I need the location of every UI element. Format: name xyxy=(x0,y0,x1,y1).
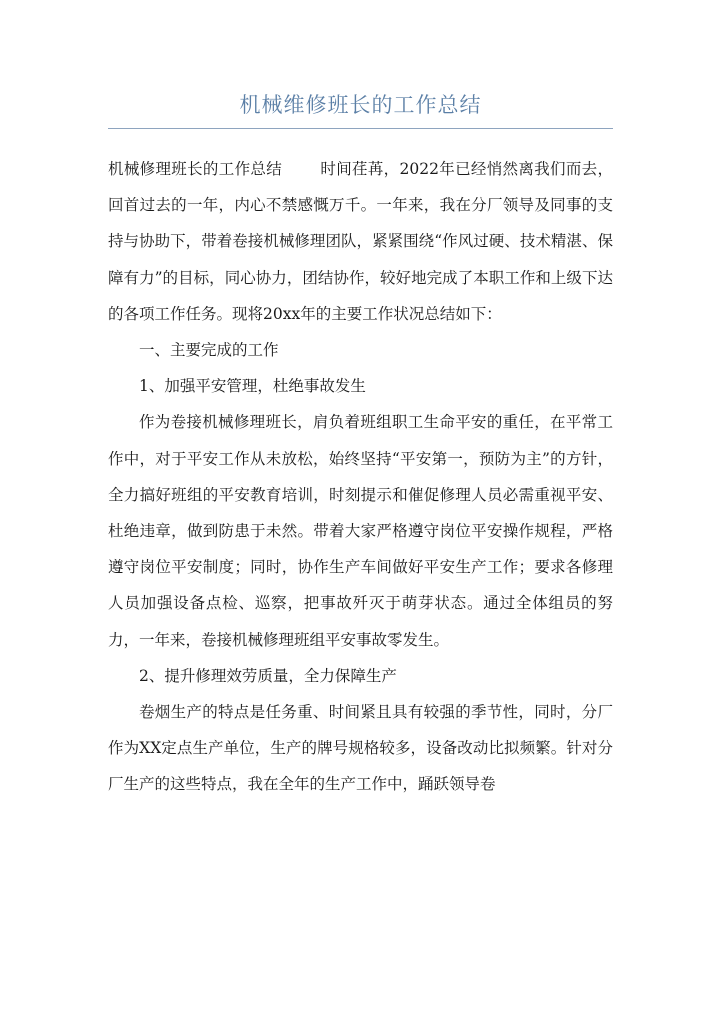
title-divider xyxy=(108,128,613,129)
safety-paragraph: 作为卷接机械修理班长，肩负着班组职工生命平安的重任，在平常工作中，对于平安工作从未放松，始终坚持“平安第一，预防为主”的方针，全力搞好班组的平安教育培训，时刻提示和催促修理人员必需重视平安、杜绝违章，做到防患于未然。带着大家严格遵守岗位平安操作规程，严格遵守岗位平安制度；同时，协作生产车间做好平安生产工作；要求各修理人员加强设备点检、巡察，把事故歼灭于萌芽状态。通过全体组员的努力，一年来，卷接机械修理班组平安事故零发生。 xyxy=(108,413,613,649)
subsection-heading-safety: 1、加强平安管理，杜绝事故发生 xyxy=(139,377,366,396)
subsection-heading-service: 2、提升修理效劳质量，全力保障生产 xyxy=(139,666,397,685)
document-body xyxy=(108,151,613,803)
document-title: 机械维修班长的工作总结 xyxy=(239,93,482,117)
intro-text: 时间荏苒，2022年已经悄然离我们而去，回首过去的一年，内心不禁感慨万千。一年来，我在分厂领导及同事的支持与协助下，带着卷接机械修理团队，紧紧围绕“作风过硬、技术精湛、保障有力”的目标，同心协力，团结协作，较好地完成了本职工作和上级下达的各项工作任务。现将20xx年的主要工作状况总结如下： xyxy=(108,160,613,323)
service-paragraph: 卷烟生产的特点是任务重、时间紧且具有较强的季节性，同时，分厂作为XX定点生产单位，生产的牌号规格较多，设备改动比拟频繁。针对分厂生产的这些特点，我在全年的生产工作中，踊跃领导卷 xyxy=(108,703,613,794)
intro-paragraph xyxy=(108,151,613,332)
section-heading-main-work: 一、主要完成的工作 xyxy=(139,341,279,360)
intro-lead: 机械修理班长的工作总结 xyxy=(108,160,283,178)
